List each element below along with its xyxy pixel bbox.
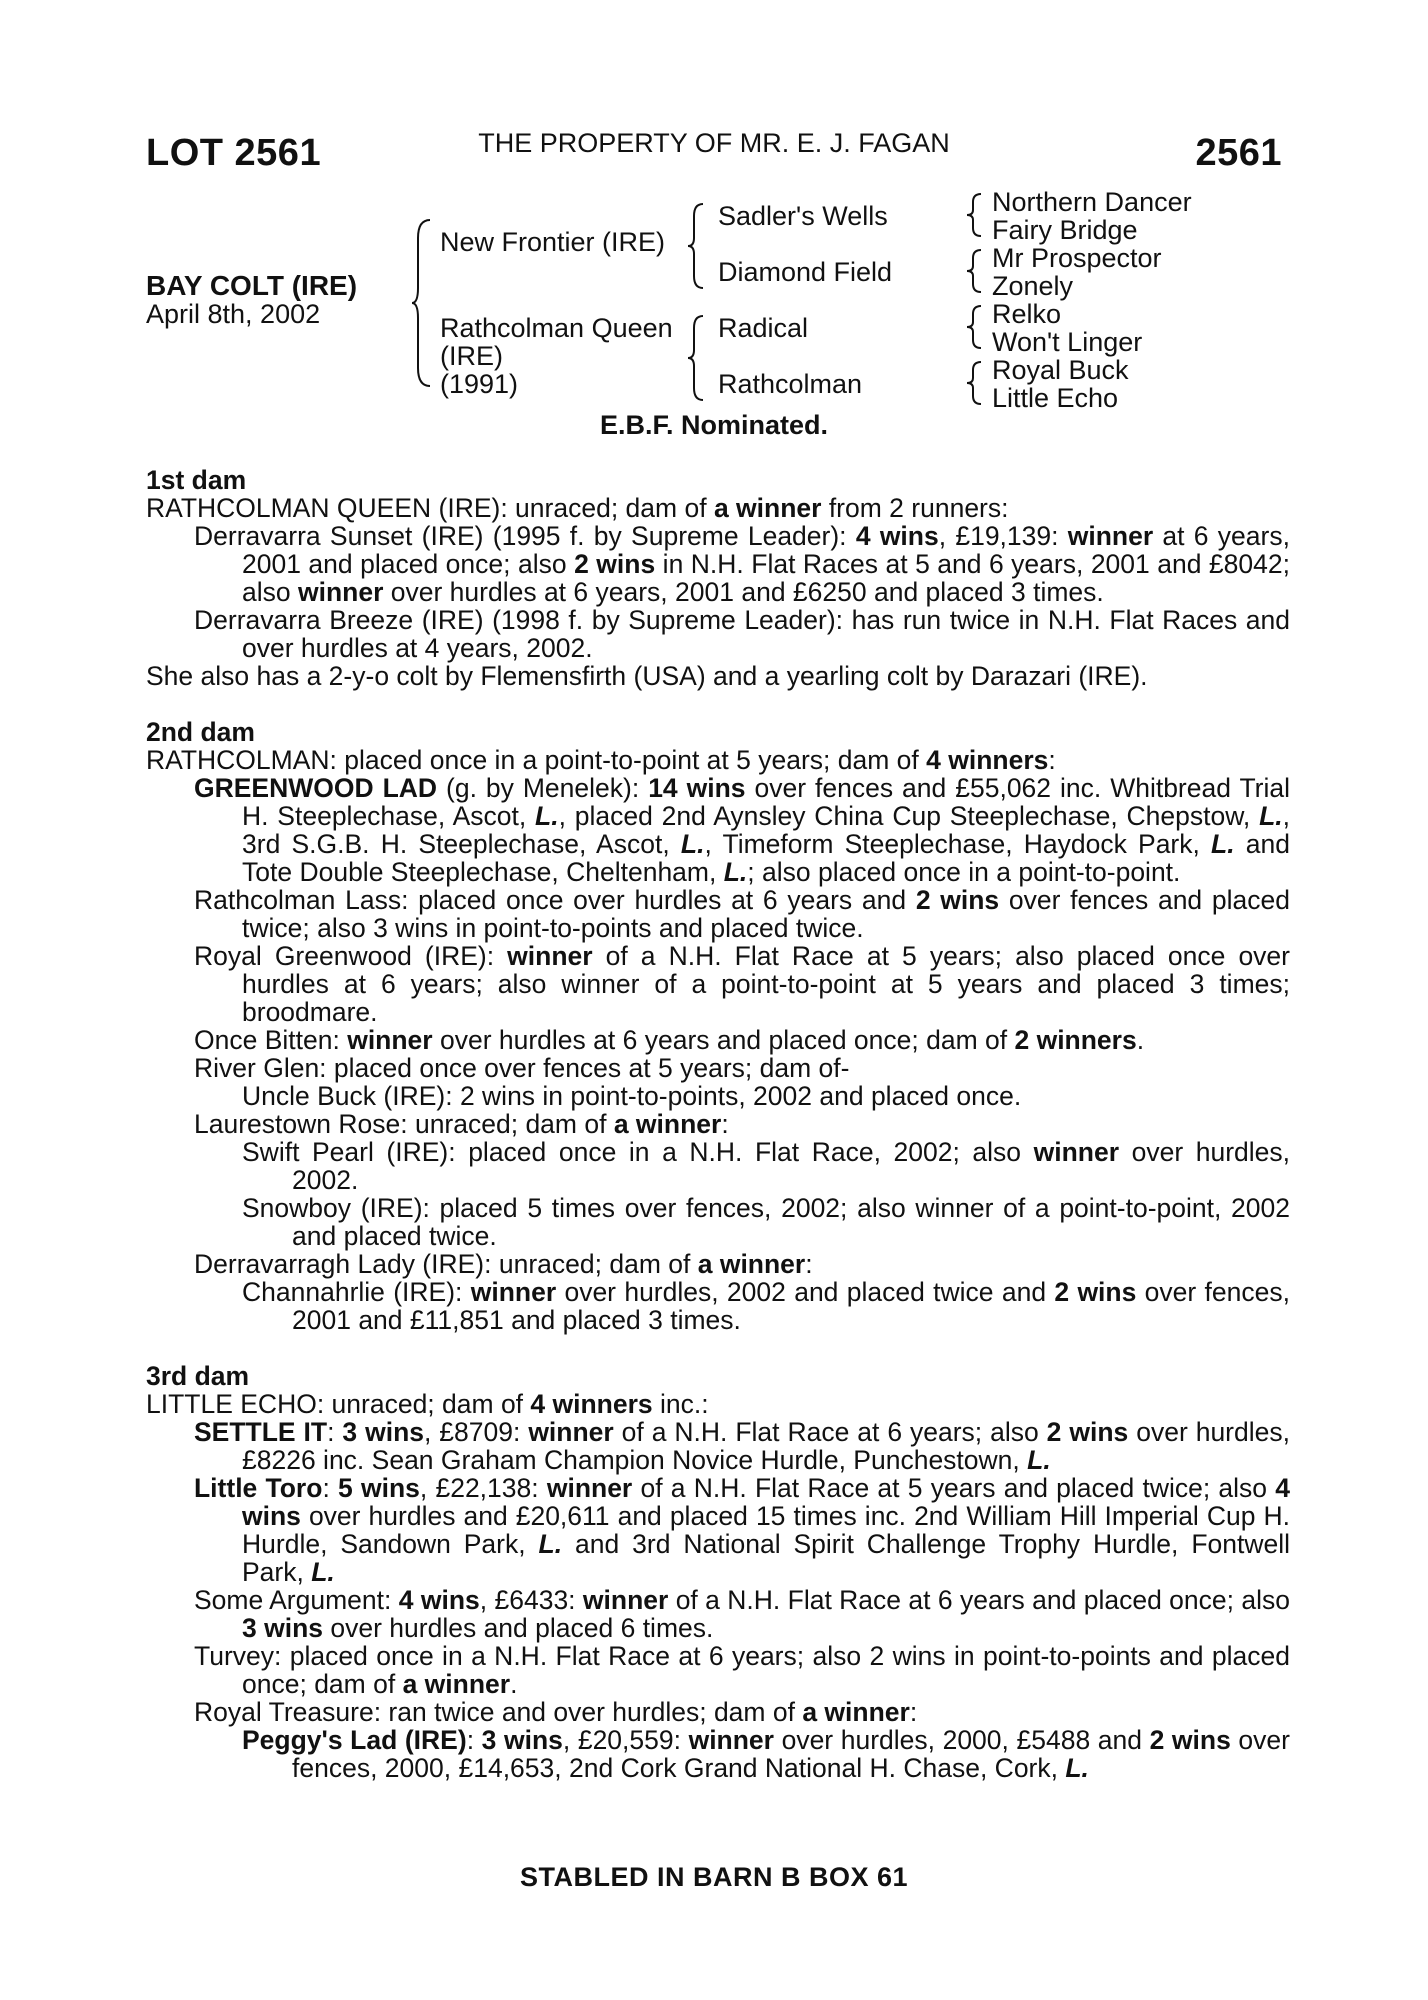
pedigree-brace-dd [964, 360, 984, 406]
third-dam-title: 3rd dam [146, 1361, 250, 1391]
pedigree-brace-ds [964, 304, 984, 350]
lot-label: LOT 2561 [146, 132, 322, 174]
progeny-entry: Little Toro: 5 wins, £22,138: winner of a N.H. Flat Race at 5 years and placed twice; also 4 wins over hurdles and £20,611 and placed 15 times inc. 2nd William Hill Imperial Cup H. Hurdle, Sandown Park, L. and 3rd National Spirit Challenge Trophy Hurdle, Fontwell Park, L. [194, 1473, 1290, 1587]
progeny-entry: SETTLE IT: 3 wins, £8709: winner of a N.H. Flat Race at 6 years; also 2 wins over hurdles, £8226 inc. Sean Graham Champion Novice Hurdle, Punchestown, L. [194, 1417, 1290, 1475]
pedigree-dam-line3: (1991) [440, 369, 519, 399]
progeny-entry: Once Bitten: winner over hurdles at 6 years and placed once; dam of 2 winners. [194, 1025, 1145, 1055]
progeny-entry: Turvey: placed once in a N.H. Flat Race at 6 years; also 2 wins in point-to-points and placed once; dam of a winner. [194, 1641, 1290, 1699]
grand-progeny-entry: Swift Pearl (IRE): placed once in a N.H. Flat Race, 2002; also winner over hurdles, 2002. [242, 1137, 1290, 1195]
grand-progeny-entry: Channahrlie (IRE): winner over hurdles, 2002 and placed twice and 2 wins over fences, 2001 and £11,851 and placed 3 times. [242, 1277, 1290, 1335]
pedigree-dss: Relko [992, 299, 1062, 329]
progeny-entry: Laurestown Rose: unraced; dam of a winner: [194, 1109, 729, 1139]
pedigree-dam-sire: Radical [718, 313, 809, 343]
property-owner: THE PROPERTY OF MR. E. J. FAGAN [478, 128, 950, 158]
progeny-entry: River Glen: placed once over fences at 5 years; dam of- [194, 1053, 850, 1083]
progeny-entry: Royal Treasure: ran twice and over hurdles; dam of a winner: [194, 1697, 918, 1727]
lot-number: 2561 [1195, 132, 1282, 174]
second-dam-summary: RATHCOLMAN: placed once in a point-to-point at 5 years; dam of 4 winners: [146, 745, 1056, 775]
pedigree-sire-dam: Diamond Field [718, 257, 893, 287]
progeny-entry: GREENWOOD LAD (g. by Menelek): 14 wins over fences and £55,062 inc. Whitbread Trial H. Steeplechase, Ascot, L., placed 2nd Aynsley China Cup Steeplechase, Chepstow, L., 3rd S.G.B. H. Steeplechase, Ascot, L., Timeform Steeplechase, Haydock Park, L. and Tote Double Steeplechase, Cheltenham, L.; also placed once in a point-to-point. [194, 773, 1291, 887]
pedigree-dsd: Won't Linger [992, 327, 1143, 357]
pedigree-dam-line1: Rathcolman Queen [440, 313, 673, 343]
first-dam-title: 1st dam [146, 465, 247, 495]
ebf-nominated: E.B.F. Nominated. [599, 410, 829, 440]
pedigree-ddd: Little Echo [992, 383, 1119, 413]
second-dam-title: 2nd dam [146, 717, 255, 747]
progeny-entry: Rathcolman Lass: placed once over hurdles at 6 years and 2 wins over fences and placed twice; also 3 wins in point-to-points and placed twice. [194, 885, 1290, 943]
pedigree-brace-sd [964, 248, 984, 294]
pedigree-sss: Northern Dancer [992, 187, 1192, 217]
pedigree-dam-line2: (IRE) [440, 341, 503, 371]
first-dam-summary: RATHCOLMAN QUEEN (IRE): unraced; dam of a winner from 2 runners: [146, 493, 1009, 523]
pedigree-brace-sire [686, 202, 706, 290]
progeny-entry: Some Argument: 4 wins, £6433: winner of a N.H. Flat Race at 6 years and placed once; also 3 wins over hurdles and placed 6 times. [194, 1585, 1290, 1643]
pedigree-brace-main [410, 218, 434, 388]
progeny-entry: Royal Greenwood (IRE): winner of a N.H. Flat Race at 5 years; also placed once over hurdles at 6 years; also winner of a point-to-point at 5 years and placed 3 times; broodmare. [194, 941, 1290, 1027]
horse-dob: April 8th, 2002 [146, 299, 321, 329]
progeny-entry: Derravarra Sunset (IRE) (1995 f. by Supreme Leader): 4 wins, £19,139: winner at 6 years, 2001 and placed once; also 2 wins in N.H. Flat Races at 5 and 6 years, 2001 and £8042; also winner over hurdles at 6 years, 2001 and £6250 and placed 3 times. [194, 521, 1290, 607]
pedigree-ssd: Fairy Bridge [992, 215, 1138, 245]
grand-progeny-entry: Snowboy (IRE): placed 5 times over fences, 2002; also winner of a point-to-point, 2002 and placed twice. [242, 1193, 1290, 1251]
progeny-entry: Derravarragh Lady (IRE): unraced; dam of a winner: [194, 1249, 813, 1279]
pedigree-brace-dam [686, 314, 706, 402]
first-dam-note: She also has a 2-y-o colt by Flemensfirth (USA) and a yearling colt by Darazari (IRE). [146, 661, 1148, 691]
third-dam-summary: LITTLE ECHO: unraced; dam of 4 winners inc.: [146, 1389, 709, 1419]
pedigree-dds: Royal Buck [992, 355, 1129, 385]
horse-title: BAY COLT (IRE) [146, 270, 358, 301]
pedigree-brace-ss [964, 192, 984, 238]
pedigree-body [146, 466, 1290, 1782]
pedigree-dam-dam: Rathcolman [718, 369, 863, 399]
pedigree-sdd: Zonely [992, 271, 1074, 301]
pedigree-sire: New Frontier (IRE) [440, 227, 666, 257]
grand-progeny-entry: Peggy's Lad (IRE): 3 wins, £20,559: winner over hurdles, 2000, £5488 and 2 wins over fences, 2000, £14,653, 2nd Cork Grand National H. Chase, Cork, L. [242, 1725, 1290, 1783]
grand-progeny-entry: Uncle Buck (IRE): 2 wins in point-to-points, 2002 and placed once. [242, 1081, 1022, 1111]
stabling-footer: STABLED IN BARN B BOX 61 [519, 1862, 909, 1892]
pedigree-sire-sire: Sadler's Wells [718, 201, 888, 231]
pedigree-sds: Mr Prospector [992, 243, 1162, 273]
progeny-entry: Derravarra Breeze (IRE) (1998 f. by Supreme Leader): has run twice in N.H. Flat Races and over hurdles at 4 years, 2002. [194, 605, 1290, 663]
